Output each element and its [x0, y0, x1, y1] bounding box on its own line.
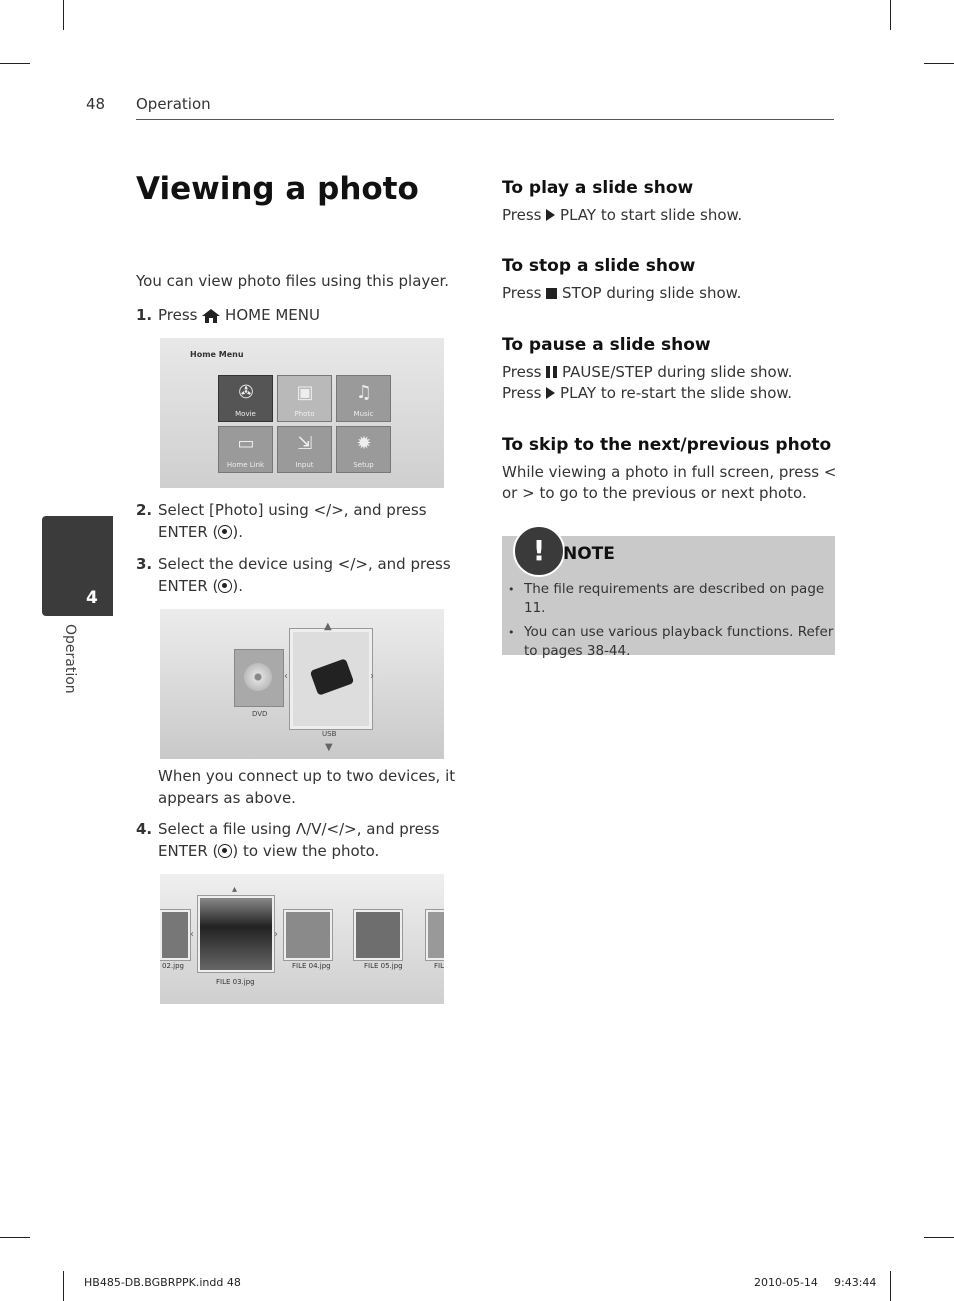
footer-file: HB485-DB.BGBRPPK.indd 48 [84, 1276, 241, 1289]
enter-icon [218, 525, 232, 539]
tile-label: Home Link [226, 461, 265, 469]
home-menu-screenshot [160, 338, 444, 488]
step-text: Select the device using </>, and press ENTER ( [158, 555, 451, 595]
step-number: 2. [136, 501, 153, 519]
dvd-disc-icon [234, 649, 284, 707]
skip-heading: To skip to the next/previous photo [502, 435, 832, 455]
crop-mark [0, 1237, 30, 1238]
chapter-number: 4 [86, 588, 98, 608]
play-text-pre: Press [502, 206, 542, 224]
dvd-label: DVD [252, 710, 268, 718]
step-number: 1. [136, 306, 153, 324]
input-icon: ⇲ [297, 433, 313, 454]
step-text: ) to view the photo. [232, 842, 380, 860]
device-caption: When you connect up to two devices, it appears as above. [158, 767, 456, 807]
device-select-screenshot [160, 609, 444, 759]
home-menu-title: Home Menu [190, 350, 244, 359]
usb-label: USB [322, 730, 337, 738]
step-2 [136, 499, 466, 543]
header-rule [136, 119, 834, 120]
photo-thumbnail-selected [198, 896, 274, 972]
footer-time: 9:43:44 [834, 1276, 877, 1289]
photo-browser-screenshot [160, 874, 444, 1004]
play-text [502, 205, 837, 226]
crop-mark [924, 63, 954, 64]
crop-mark [924, 1237, 954, 1238]
play-heading: To play a slide show [502, 178, 694, 198]
step-4 [136, 818, 466, 862]
play-icon [546, 209, 555, 221]
pause-text [502, 362, 837, 404]
stop-text [502, 283, 837, 304]
restart-text-pre: Press [502, 384, 542, 402]
photo-file-label: FIL [434, 962, 444, 970]
note-item: • The file requirements are described on page 11. [502, 580, 835, 618]
step-text: Select a file using Λ/V/</>, and press ENTER ( [158, 820, 440, 860]
crop-mark [0, 63, 30, 64]
stop-text-post: STOP during slide show. [562, 284, 742, 302]
enter-icon [218, 579, 232, 593]
stop-icon [546, 288, 557, 299]
home-icon [202, 309, 220, 323]
music-note-icon: ♫ [355, 382, 373, 403]
note-list [502, 580, 835, 666]
section-title: Operation [136, 95, 211, 113]
note-box [502, 534, 835, 659]
note-item: • You can use various playback functions. Refer to pages 38-44. [502, 623, 835, 661]
home-tile-input [277, 426, 332, 473]
page-title: Viewing a photo [136, 171, 419, 207]
note-title: NOTE [563, 544, 615, 564]
step-text: Select [Photo] using </>, and press ENTER ( [158, 501, 427, 541]
home-tile-music [336, 375, 391, 422]
restart-text-post: PLAY to re-start the slide show. [560, 384, 793, 402]
usb-icon [310, 658, 355, 695]
chevron-left-icon: ‹ [190, 929, 194, 940]
usb-device-tile [290, 629, 372, 729]
footer-date: 2010-05-14 [754, 1276, 818, 1289]
gear-icon: ✹ [356, 433, 372, 454]
chevron-up-icon: ▴ [232, 884, 238, 895]
home-tile-photo [277, 375, 332, 422]
tile-label: Movie [235, 410, 256, 418]
tile-label: Setup [353, 461, 374, 469]
tile-label: Photo [294, 410, 315, 418]
step-text: ). [232, 577, 244, 595]
monitor-icon: ▭ [237, 433, 255, 454]
crop-mark [890, 0, 891, 30]
crop-mark [63, 0, 64, 30]
photo-file-label: FILE 05.jpg [364, 962, 403, 970]
stop-heading: To stop a slide show [502, 256, 696, 276]
photo-thumbnail [354, 910, 402, 960]
photo-file-label: FILE 04.jpg [292, 962, 331, 970]
chapter-label: Operation [62, 624, 78, 694]
step-number: 3. [136, 555, 153, 573]
play-text-post: PLAY to start slide show. [560, 206, 743, 224]
photo-icon: ▣ [296, 382, 314, 403]
photo-thumbnail [426, 910, 444, 960]
chevron-up-icon: ▲ [324, 621, 332, 632]
page-number: 48 [86, 95, 106, 113]
play-icon [546, 387, 555, 399]
photo-thumbnail [160, 910, 190, 960]
tile-label: Music [353, 410, 374, 418]
crop-mark [890, 1271, 891, 1301]
home-tile-movie [218, 375, 273, 422]
home-tile-home-link [218, 426, 273, 473]
pause-text-pre: Press [502, 363, 542, 381]
chevron-down-icon: ▼ [325, 742, 333, 753]
photo-file-label: FILE 03.jpg [216, 978, 255, 986]
step-text: HOME MENU [225, 306, 320, 324]
pause-text-post: PAUSE/STEP during slide show. [562, 363, 793, 381]
pause-icon [546, 366, 557, 378]
chevron-left-icon: ‹ [284, 671, 288, 682]
chevron-right-icon: › [274, 929, 278, 940]
chevron-right-icon: › [370, 671, 374, 682]
step-number: 4. [136, 820, 153, 838]
enter-icon [218, 844, 232, 858]
photo-thumbnail [284, 910, 332, 960]
step-text: Press [158, 306, 198, 324]
pause-heading: To pause a slide show [502, 335, 711, 355]
skip-text: While viewing a photo in full screen, press < or > to go to the previous or next photo. [502, 463, 837, 502]
film-reel-icon: ✇ [238, 382, 254, 403]
step-1 [136, 304, 466, 326]
crop-mark [63, 1271, 64, 1301]
intro-text: You can view photo files using this player. [136, 272, 450, 290]
home-tile-setup [336, 426, 391, 473]
step-text: ). [232, 523, 244, 541]
step-3 [136, 553, 466, 597]
photo-file-label: 02.jpg [162, 962, 184, 970]
tile-label: Input [295, 461, 314, 469]
stop-text-pre: Press [502, 284, 542, 302]
exclamation-icon: ! [513, 525, 565, 577]
